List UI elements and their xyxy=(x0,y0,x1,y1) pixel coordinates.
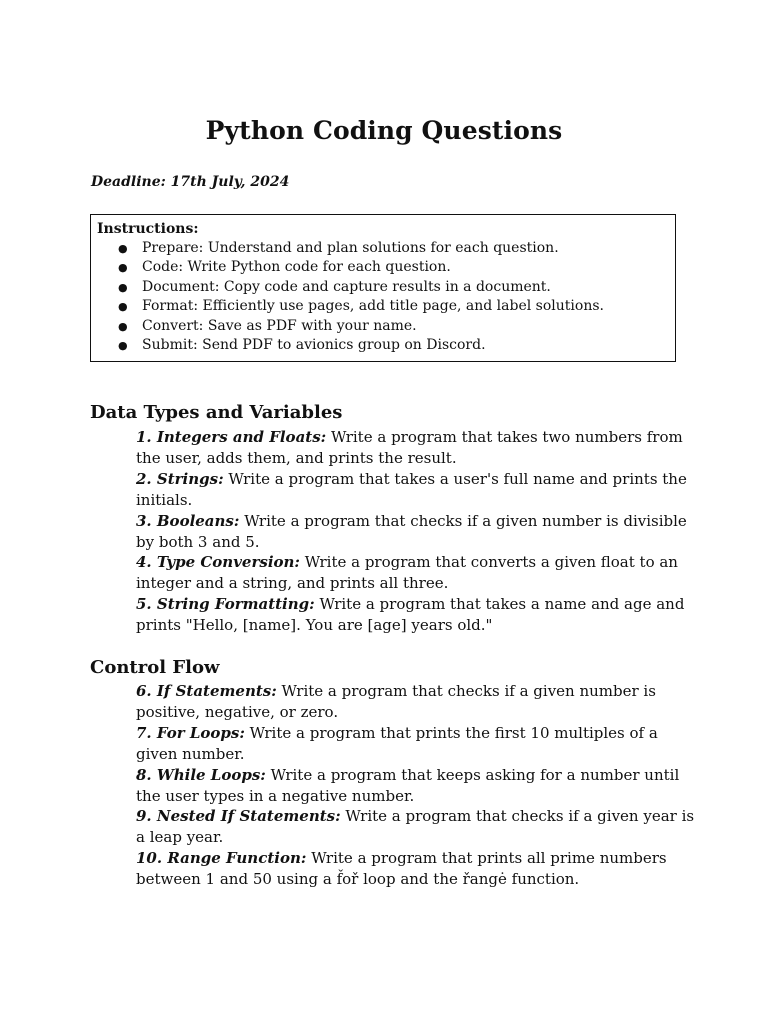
instructions-heading: Instructions: xyxy=(97,221,199,237)
page-title: Python Coding Questions xyxy=(205,116,563,145)
section-heading-data-types: Data Types and Variables xyxy=(90,402,343,423)
bullet-icon: ● xyxy=(118,261,128,275)
instruction-item: ● Convert: Save as PDF with your name. xyxy=(97,317,669,336)
instruction-item: ● Prepare: Understand and plan solutions for each question. xyxy=(97,239,669,258)
question-label: 3. Booleans: xyxy=(136,511,240,530)
question-label: 7. For Loops: xyxy=(136,723,245,742)
question-text: Write a program that converts a given float to an integer and a string, and prints all three. xyxy=(136,553,678,593)
question-text: Write a program that takes a name and age and prints "Hello, [name]. You are [age] years old." xyxy=(136,595,685,635)
instruction-item: ● Document: Copy code and capture results in a document. xyxy=(97,278,669,297)
question-item xyxy=(136,681,696,723)
question-item xyxy=(136,511,696,553)
bullet-icon: ● xyxy=(118,280,128,294)
question-text: Write a program that takes a user's full name and prints the initials. xyxy=(136,469,687,509)
bullet-icon: ● xyxy=(118,339,128,353)
bullet-icon: ● xyxy=(118,319,128,333)
question-text: Write a program that takes two numbers from the user, adds them, and prints the result. xyxy=(136,428,683,467)
bullet-icon: ● xyxy=(118,242,128,255)
question-item xyxy=(136,427,696,469)
question-list-data-types xyxy=(136,427,696,636)
question-text: Write a program that prints all prime numbers between 1 and 50 using a f̌oř loop and the řangė function. xyxy=(136,849,667,889)
question-text: Write a program that checks if a given number is positive, negative, or zero. xyxy=(136,682,656,721)
question-item xyxy=(136,594,696,636)
question-label: 4. Type Conversion: xyxy=(136,553,300,572)
instructions-box xyxy=(90,214,676,362)
question-label: 6. If Statements: xyxy=(136,682,277,700)
section-heading-control-flow: Control Flow xyxy=(90,657,220,678)
question-label: 2. Strings: xyxy=(136,469,224,488)
question-item xyxy=(136,765,696,807)
question-label: 10. Range Function: xyxy=(136,849,307,868)
question-text: Write a program that prints the first 10 multiples of a given number. xyxy=(136,723,658,763)
instructions-list xyxy=(97,239,669,355)
deadline: Deadline: 17th July, 2024 xyxy=(91,174,290,190)
question-label: 1. Integers and Floats: xyxy=(136,428,327,446)
question-label: 8. While Loops: xyxy=(136,765,266,784)
question-item xyxy=(136,806,696,848)
question-item xyxy=(136,848,696,890)
question-item xyxy=(136,469,696,511)
bullet-icon: ● xyxy=(118,300,128,314)
question-label: 5. String Formatting: xyxy=(136,595,315,614)
instruction-item: ● Code: Write Python code for each question. xyxy=(97,258,669,277)
question-list-control-flow xyxy=(136,681,696,890)
instruction-item: ● Format: Efficiently use pages, add title page, and label solutions. xyxy=(97,297,669,316)
question-text: Write a program that keeps asking for a number until the user types in a negative number. xyxy=(136,765,680,805)
question-text: Write a program that checks if a given number is divisible by both 3 and 5. xyxy=(136,511,687,551)
question-label: 9. Nested If Statements: xyxy=(136,807,341,826)
question-item xyxy=(136,723,696,765)
question-text: Write a program that checks if a given year is a leap year. xyxy=(136,807,695,847)
question-item xyxy=(136,552,696,594)
instruction-item: ● Submit: Send PDF to avionics group on Discord. xyxy=(97,336,669,355)
